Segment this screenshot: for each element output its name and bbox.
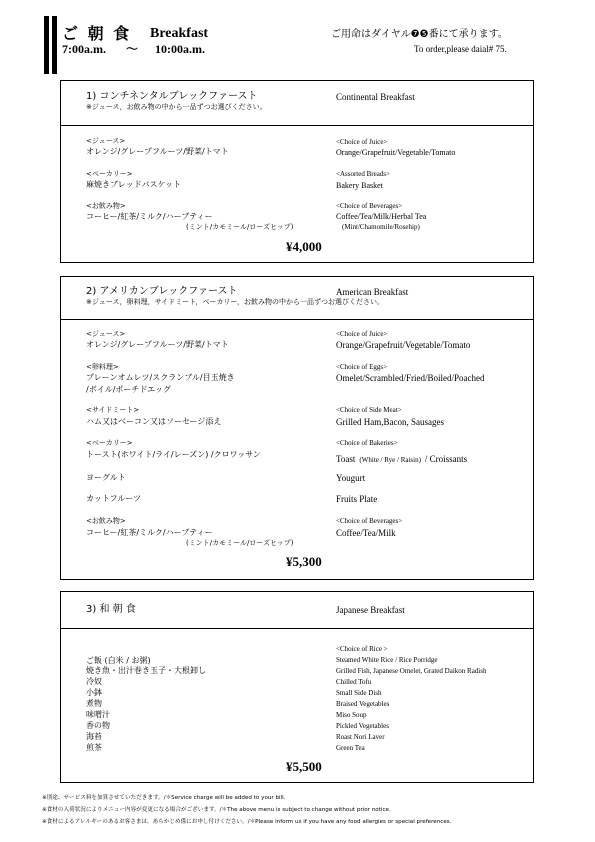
section-heading-en: American Breakfast (336, 287, 409, 297)
category-label-jp: <ベーカリー> (86, 170, 133, 178)
item-text-en (336, 450, 467, 466)
menu-row-jp: 煮物 (86, 699, 102, 708)
item-text-jp: 麻焼きブレッドバスケット (86, 180, 182, 189)
menu-row-en: Miso Soup (336, 711, 367, 719)
menu-row-en: Chilled Tofu (336, 678, 372, 686)
category-label-en: <Choice of Rice > (336, 645, 388, 653)
hours-separator: ～ (126, 42, 139, 56)
item-subtext-jp: (ミント/カモミール/ローズヒップ) (186, 539, 294, 547)
section-heading-jp: 1) コンチネンタルブレックファースト (86, 91, 258, 102)
item-text-jp: コーヒー/紅茶/ミルク/ハーブティー (86, 528, 213, 537)
section-note: ※ジュース，卵料理，サイドミート，ベーカリー，お飲み物の中から一品ずつお選びください。 (86, 298, 385, 306)
menu-row-en: Pickled Vegetables (336, 722, 389, 730)
item-text-jp: コーヒー/紅茶/ミルク/ハーブティー (86, 212, 213, 221)
item-subtext-en: (Mint/Chamomile/Rosehip) (342, 223, 420, 231)
item-text-jp: トースト(ホワイト/ライ/レーズン) /クロワッサン (86, 450, 261, 459)
menu-row-en: Grilled Fish, Japanese Omelet, Grated Daikon Radish (336, 667, 487, 675)
category-label-en: <Choice of Juice> (336, 138, 388, 146)
category-label-en: <Choice of Beverages> (336, 517, 403, 525)
header-bar-right (52, 16, 57, 74)
item-text-en: Fruits Plate (336, 494, 378, 504)
menu-row-jp: ご飯 (白米 / お粥) (86, 656, 151, 665)
category-label-jp: <お飲み物> (86, 202, 126, 210)
menu-row-en: Braised Vegetables (336, 700, 390, 708)
category-label-jp: <お飲み物> (86, 517, 126, 525)
item-text-en: Coffee/Tea/Milk (336, 528, 396, 538)
menu-row-jp: 香の物 (86, 721, 110, 730)
toast-options: (White / Rye / Raisin) (359, 456, 421, 464)
section-heading-en: Japanese Breakfast (336, 605, 405, 615)
item-text-en: Orange/Grapefruit/Vegetable/Tomato (336, 340, 471, 350)
menu-row-en: Roast Nori Laver (336, 733, 385, 741)
category-label-en: <Choice of Beverages> (336, 202, 403, 210)
category-label-en: <Choice of Bakeries> (336, 439, 398, 447)
item-text-jp: オレンジ/グレープフルーツ/野菜/トマト (86, 340, 229, 349)
menu-row-en: Small Side Dish (336, 689, 382, 697)
item-text-jp: プレーンオムレツ/スクランブル/目玉焼き (86, 373, 235, 382)
section-heading-jp: 3) 和 朝 食 (86, 604, 136, 615)
section-note: ※ジュース，お飲み物の中から一品ずつお選びください。 (86, 103, 267, 111)
item-subtext-jp: (ミント/カモミール/ローズヒップ) (186, 223, 294, 231)
price-american: ¥5,300 (286, 554, 322, 569)
title-en: Breakfast (150, 26, 209, 41)
menu-row-jp: 海苔 (86, 732, 102, 741)
item-text-en: Orange/Grapefruit/Vegetable/Tomato (336, 148, 456, 157)
title-jp: ご 朝 食 (62, 24, 132, 43)
footnote: ※食材によるアレルギーのあるお客さまは、あらかじめ係にお申し付けください。/＊Please inform us if you have any food allergies or special preferences. (42, 819, 452, 825)
toast-label: Toast (336, 454, 356, 464)
section-heading-jp: 2) アメリカンブレックファースト (86, 286, 238, 297)
order-info-en: To order,please daial# 75. (414, 44, 507, 54)
menu-row-en: Green Tea (336, 744, 365, 752)
category-label-jp: <ベーカリー> (86, 439, 133, 447)
section-divider (61, 125, 533, 126)
category-label-en: <Choice of Eggs> (336, 363, 388, 371)
order-info-jp: ご用命はダイヤル❼❺番にて承ります。 (331, 29, 508, 40)
item-text-en: Bakery Basket (336, 181, 383, 190)
item-text-en: Coffee/Tea/Milk/Herbal Tea (336, 212, 427, 221)
menu-row-jp: 煎茶 (86, 743, 102, 752)
menu-row-jp: 焼き魚・出汁巻き玉子・大根卸し (86, 666, 206, 675)
croissants-label: / Croissants (424, 454, 468, 464)
header-bar-left (44, 16, 49, 74)
hours-start: 7:00a.m. (62, 42, 106, 56)
category-label-en: <Choice of Side Meat> (336, 406, 402, 414)
menu-row-jp: 小鉢 (86, 688, 102, 697)
section-japanese (60, 591, 534, 783)
section-divider (61, 319, 533, 320)
section-divider (61, 628, 533, 629)
category-label-en: <Choice of Juice> (336, 330, 388, 338)
hours-end: 10:00a.m. (155, 42, 205, 56)
item-text-en: Grilled Ham,Bacon, Sausages (336, 417, 444, 427)
item-text-en: Yougurt (336, 473, 366, 483)
item-text-jp: カットフルーツ (86, 494, 142, 503)
item-text-jp: ハム又はベーコン又はソーセージ添え (86, 417, 222, 426)
item-subtext-jp: /ボイル/ポーチドエッグ (86, 385, 171, 394)
menu-row-en: Steamed White Rice / Rice Porridge (336, 656, 438, 664)
footnote: ※食材の入荷状況によりメニュー内容が変更になる場合がございます。/＊The above menu is subject to change without prior notice. (42, 807, 391, 813)
category-label-jp: <サイドミート> (86, 406, 140, 414)
item-text-jp: オレンジ/グレープフルーツ/野菜/トマト (86, 147, 229, 156)
category-label-jp: <卵料理> (86, 363, 119, 371)
section-heading-en: Continental Breakfast (336, 92, 415, 102)
menu-row-jp: 味噌汁 (86, 710, 110, 719)
category-label-en: <Assorted Breads> (336, 170, 390, 178)
category-label-jp: <ジュース> (86, 330, 126, 338)
category-label-jp: <ジュース> (86, 137, 126, 145)
footnote: ※別途、サービス料を加算させていただきます。/＊Service charge will be added to your bill. (42, 795, 286, 801)
item-text-en: Omelet/Scrambled/Fried/Boiled/Poached (336, 373, 485, 383)
price-continental: ¥4,000 (286, 239, 322, 254)
menu-row-jp: 冷奴 (86, 677, 102, 686)
price-japanese: ¥5,500 (286, 759, 322, 774)
item-text-jp: ヨーグルト (86, 473, 126, 482)
